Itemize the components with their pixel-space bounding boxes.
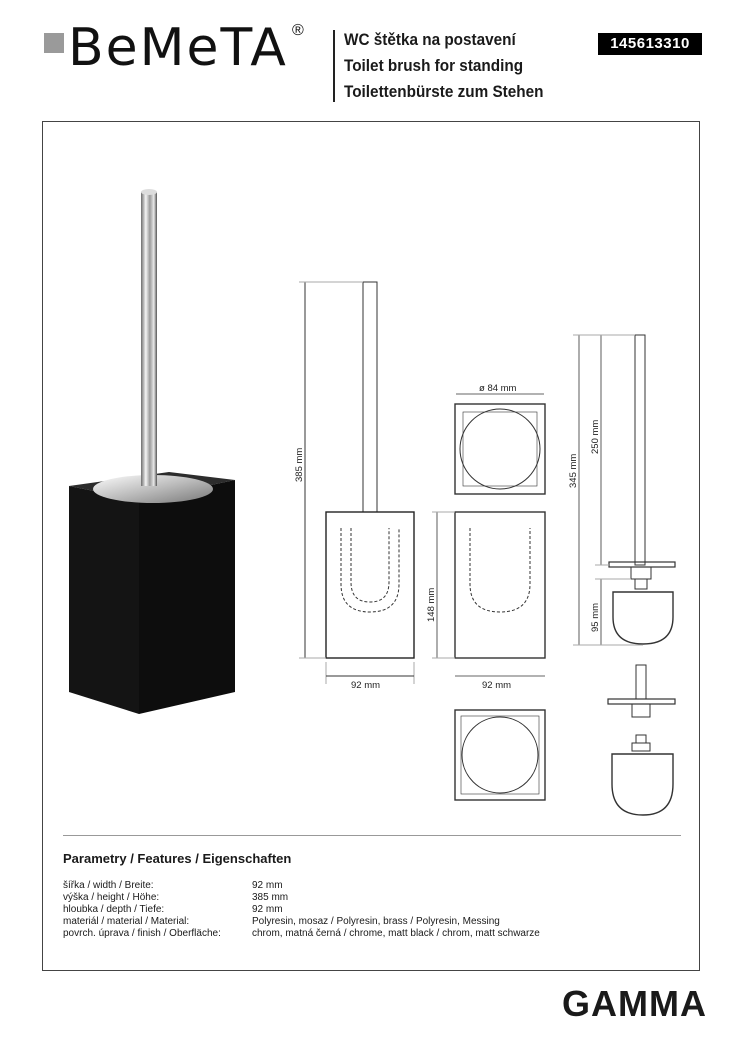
technical-drawing [43,122,699,834]
param-label: hloubka / depth / Tiefe: [63,904,165,915]
dim-inner-diameter: ø 84 mm [479,383,517,394]
product-title [344,27,566,105]
logo-text: BeMeTA [68,18,288,78]
bottom-view-drawing [455,710,545,800]
product-photo [69,189,235,714]
product-name: GAMMA [562,983,707,1024]
param-label: šířka / width / Breite: [63,880,154,891]
title-en: Toilet brush for standing [344,56,524,75]
parameters-heading: Parametry / Features / Eigenschaften [63,851,292,866]
param-value: 92 mm [252,880,283,891]
product-code-badge: 145613310 [598,33,702,55]
section-separator [63,835,681,836]
registered-mark: ® [292,22,304,39]
param-value: 385 mm [252,892,289,903]
dim-body-height: 148 mm [426,587,437,622]
brand-logo [44,18,314,78]
param-label: povrch. úprava / finish / Oberfläche: [63,928,221,939]
param-row [63,916,540,928]
dim-head-height: 95 mm [590,602,601,632]
param-value: chrom, matná černá / chrome, matt black / chrom, matt schwarze [252,928,540,939]
param-label: výška / height / Höhe: [63,892,160,903]
param-value: Polyresin, mosaz / Polyresin, brass / Polyresin, Messing [252,916,500,927]
dim-side-width: 92 mm [482,680,512,691]
param-row [63,928,540,940]
parameters-section [63,851,540,940]
side-elevation-drawing [432,512,545,676]
dim-handle-length: 250 mm [590,419,601,454]
title-separator [333,30,335,102]
dim-front-width: 92 mm [351,680,381,691]
param-row [63,904,540,916]
param-row [63,880,540,892]
dimension-labels [294,383,601,691]
dim-brush-total: 345 mm [568,453,579,488]
title-de: Toilettenbürste zum Stehen [344,82,544,101]
product-sheet-frame [42,121,700,971]
brush-detail-drawing [608,665,675,815]
logo-square-mark [44,33,64,53]
param-value: 92 mm [252,904,283,915]
front-elevation-drawing [299,282,414,684]
brush-drawing [573,335,675,645]
top-view-upper-drawing [455,394,545,494]
title-cz: WC štětka na postavení [344,30,516,49]
param-label: materiál / material / Material: [63,916,190,927]
param-row [63,892,540,904]
dim-total-height: 385 mm [294,447,305,482]
